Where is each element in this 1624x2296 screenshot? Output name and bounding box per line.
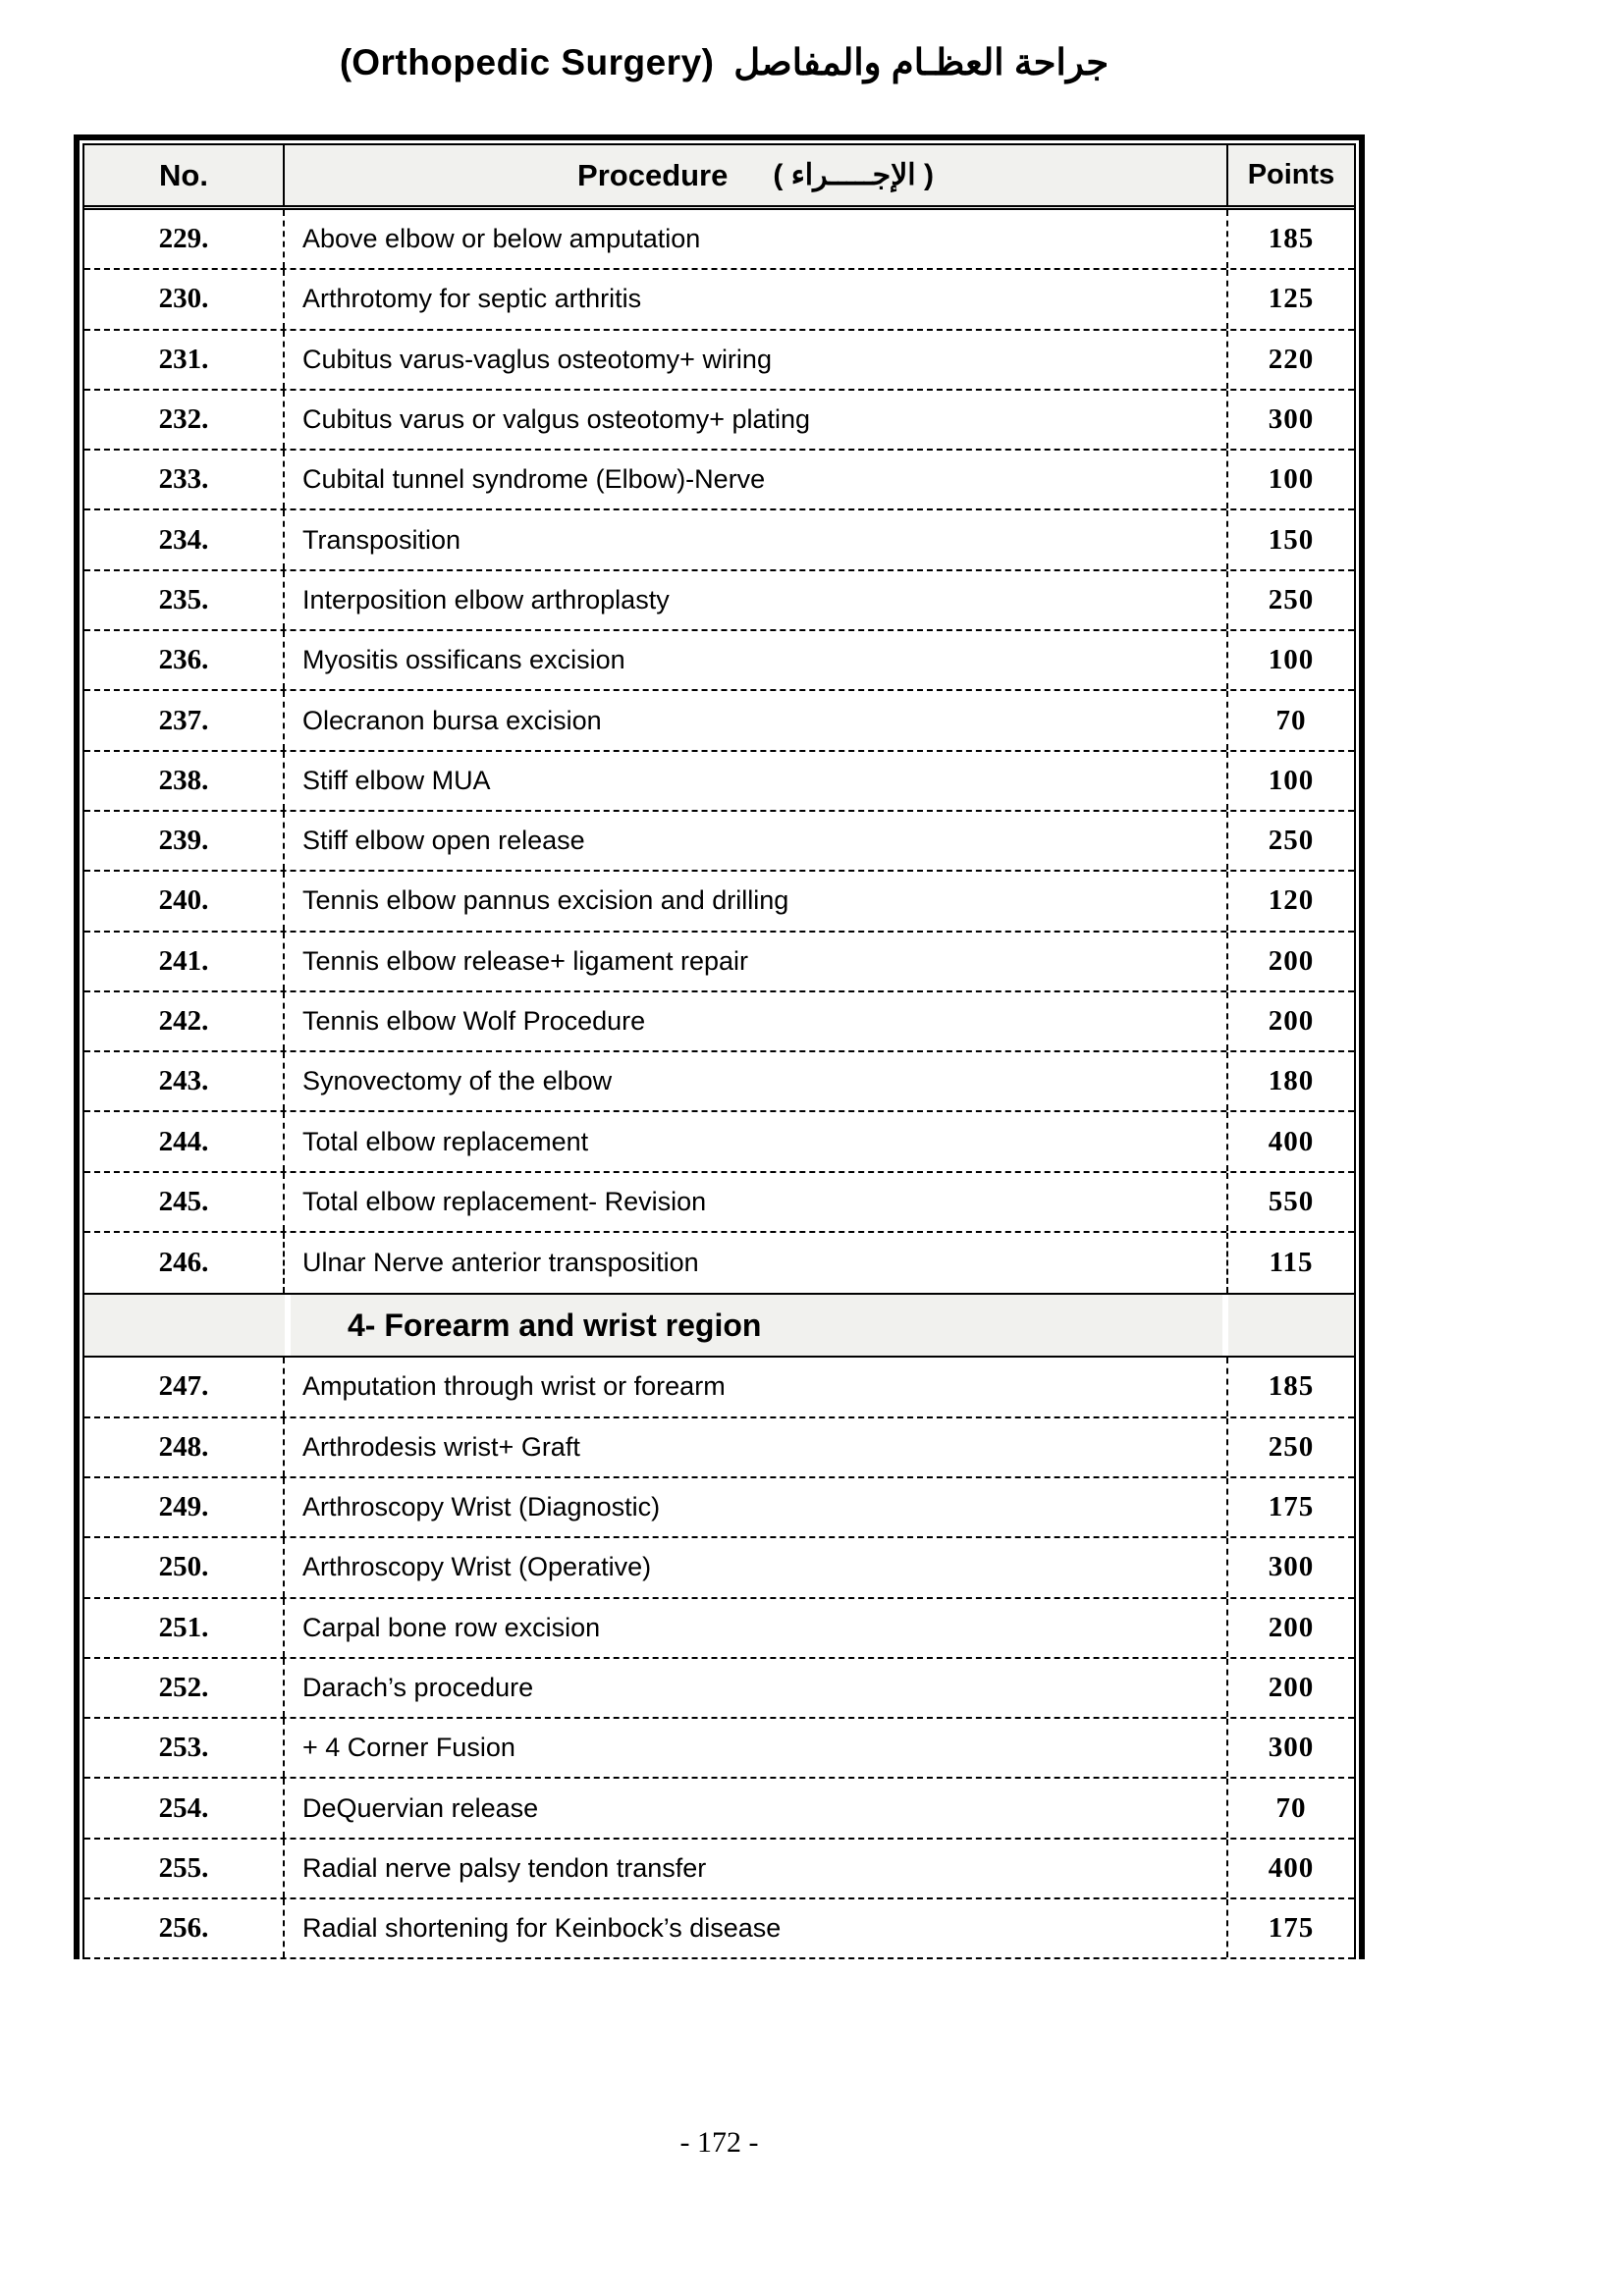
row-points: 200 <box>1268 1005 1315 1037</box>
table-row <box>84 872 1354 932</box>
table-row <box>84 1719 1354 1779</box>
column-header-procedure-en: Procedure <box>577 157 729 192</box>
row-procedure: Tennis elbow Wolf Procedure <box>285 992 1228 1050</box>
row-procedure: Carpal bone row excision <box>285 1599 1228 1657</box>
row-points: 175 <box>1268 1912 1315 1945</box>
row-number: 235. <box>84 571 285 629</box>
row-number: 256. <box>84 1899 285 1957</box>
column-header-points: Points <box>1247 159 1335 190</box>
row-points: 125 <box>1268 283 1315 315</box>
row-procedure: Radial shortening for Keinbock’s disease <box>285 1899 1228 1957</box>
row-points: 250 <box>1268 825 1315 857</box>
table-row <box>84 1358 1354 1417</box>
row-procedure: Radial nerve palsy tendon transfer <box>285 1840 1228 1897</box>
row-procedure: Arthroscopy Wrist (Diagnostic) <box>285 1478 1228 1536</box>
page-title <box>74 41 1365 83</box>
row-number: 243. <box>84 1052 285 1110</box>
table-row <box>84 1599 1354 1659</box>
table-row <box>84 451 1354 510</box>
row-number: 233. <box>84 451 285 508</box>
row-number: 230. <box>84 270 285 328</box>
table-row <box>84 1779 1354 1839</box>
row-procedure: Myositis ossificans excision <box>285 631 1228 689</box>
table-row <box>84 933 1354 992</box>
table-row <box>84 1052 1354 1112</box>
row-points: 400 <box>1268 1851 1315 1884</box>
row-number: 255. <box>84 1840 285 1897</box>
column-header-procedure <box>285 145 1228 205</box>
row-points: 400 <box>1268 1125 1315 1157</box>
row-points: 175 <box>1268 1491 1315 1523</box>
row-procedure: Arthrotomy for septic arthritis <box>285 270 1228 328</box>
row-procedure: Stiff elbow open release <box>285 812 1228 870</box>
table-body <box>84 210 1354 1959</box>
row-points: 220 <box>1268 343 1315 375</box>
section-points-cell <box>1228 1295 1354 1356</box>
row-number: 250. <box>84 1538 285 1596</box>
row-procedure: Transposition <box>285 510 1228 568</box>
row-number: 241. <box>84 933 285 990</box>
table-row <box>84 691 1354 751</box>
row-points: 120 <box>1268 884 1315 917</box>
row-procedure: Interposition elbow arthroplasty <box>285 571 1228 629</box>
row-procedure: Total elbow replacement <box>285 1112 1228 1170</box>
row-points: 100 <box>1268 463 1315 496</box>
row-points: 115 <box>1269 1247 1314 1279</box>
row-number: 236. <box>84 631 285 689</box>
table-row <box>84 1418 1354 1478</box>
row-procedure: Arthrodesis wrist+ Graft <box>285 1418 1228 1476</box>
row-points: 180 <box>1268 1065 1315 1097</box>
row-number: 231. <box>84 331 285 389</box>
row-procedure: Amputation through wrist or forearm <box>285 1358 1228 1415</box>
row-procedure: Total elbow replacement- Revision <box>285 1173 1228 1231</box>
section-label: 4- Forearm and wrist region <box>291 1295 1222 1356</box>
row-procedure: Cubital tunnel syndrome (Elbow)-Nerve <box>285 451 1228 508</box>
table-row <box>84 631 1354 691</box>
table-row <box>84 1899 1354 1959</box>
table-row <box>84 1233 1354 1293</box>
table-row <box>84 391 1354 451</box>
row-procedure: Darach’s procedure <box>285 1659 1228 1717</box>
row-points: 100 <box>1268 764 1315 796</box>
row-number: 242. <box>84 992 285 1050</box>
row-points: 100 <box>1268 644 1315 676</box>
page-title-arabic: جراحة العظـام والمفاصل <box>733 42 1110 82</box>
row-points: 550 <box>1268 1185 1315 1217</box>
table-row <box>84 1538 1354 1598</box>
row-number: 248. <box>84 1418 285 1476</box>
row-points: 200 <box>1268 944 1315 977</box>
row-number: 253. <box>84 1719 285 1777</box>
row-procedure: Synovectomy of the elbow <box>285 1052 1228 1110</box>
row-points: 185 <box>1268 223 1315 255</box>
table-row <box>84 1840 1354 1899</box>
table-row <box>84 270 1354 330</box>
table-row <box>84 1173 1354 1233</box>
procedures-table <box>74 134 1365 1959</box>
table-header-row <box>84 145 1354 210</box>
page-number: - 172 - <box>679 2126 759 2159</box>
row-points: 200 <box>1268 1611 1315 1643</box>
row-points: 250 <box>1268 1430 1315 1463</box>
procedures-table-inner <box>82 143 1356 1959</box>
row-number: 239. <box>84 812 285 870</box>
table-row <box>84 812 1354 872</box>
row-procedure: Tennis elbow pannus excision and drilling <box>285 872 1228 930</box>
row-points: 70 <box>1275 1791 1307 1824</box>
row-number: 237. <box>84 691 285 749</box>
table-row <box>84 1659 1354 1719</box>
row-points: 300 <box>1268 1551 1315 1583</box>
page-title-english: (Orthopedic Surgery) <box>339 42 714 82</box>
row-points: 70 <box>1275 704 1307 736</box>
row-points: 300 <box>1268 1732 1315 1764</box>
row-number: 229. <box>84 210 285 268</box>
row-points: 185 <box>1268 1370 1315 1403</box>
table-row <box>84 571 1354 631</box>
row-number: 245. <box>84 1173 285 1231</box>
column-header-no: No. <box>84 145 285 205</box>
row-number: 240. <box>84 872 285 930</box>
column-header-procedure-ar: ( الإجـــــراء ) <box>773 159 934 191</box>
section-header-row <box>84 1293 1354 1358</box>
row-procedure: Cubitus varus-vaglus osteotomy+ wiring <box>285 331 1228 389</box>
table-row <box>84 1478 1354 1538</box>
row-procedure: Above elbow or below amputation <box>285 210 1228 268</box>
row-number: 252. <box>84 1659 285 1717</box>
row-number: 251. <box>84 1599 285 1657</box>
row-procedure: Stiff elbow MUA <box>285 752 1228 810</box>
row-procedure: Olecranon bursa excision <box>285 691 1228 749</box>
row-number: 246. <box>84 1233 285 1293</box>
row-procedure: Cubitus varus or valgus osteotomy+ plating <box>285 391 1228 449</box>
table-row <box>84 752 1354 812</box>
section-no-cell <box>84 1295 285 1356</box>
row-number: 234. <box>84 510 285 568</box>
row-number: 254. <box>84 1779 285 1837</box>
row-procedure: + 4 Corner Fusion <box>285 1719 1228 1777</box>
row-points: 250 <box>1268 583 1315 615</box>
row-procedure: Arthroscopy Wrist (Operative) <box>285 1538 1228 1596</box>
row-number: 247. <box>84 1358 285 1415</box>
row-points: 200 <box>1268 1671 1315 1703</box>
row-procedure: Tennis elbow release+ ligament repair <box>285 933 1228 990</box>
table-row <box>84 510 1354 570</box>
row-procedure: Ulnar Nerve anterior transposition <box>285 1233 1228 1293</box>
row-number: 232. <box>84 391 285 449</box>
table-row <box>84 992 1354 1052</box>
row-number: 249. <box>84 1478 285 1536</box>
row-number: 244. <box>84 1112 285 1170</box>
row-procedure: DeQuervian release <box>285 1779 1228 1837</box>
table-row <box>84 331 1354 391</box>
table-row <box>84 1112 1354 1172</box>
row-points: 150 <box>1268 523 1315 556</box>
row-points: 300 <box>1268 403 1315 436</box>
row-number: 238. <box>84 752 285 810</box>
table-row <box>84 210 1354 270</box>
